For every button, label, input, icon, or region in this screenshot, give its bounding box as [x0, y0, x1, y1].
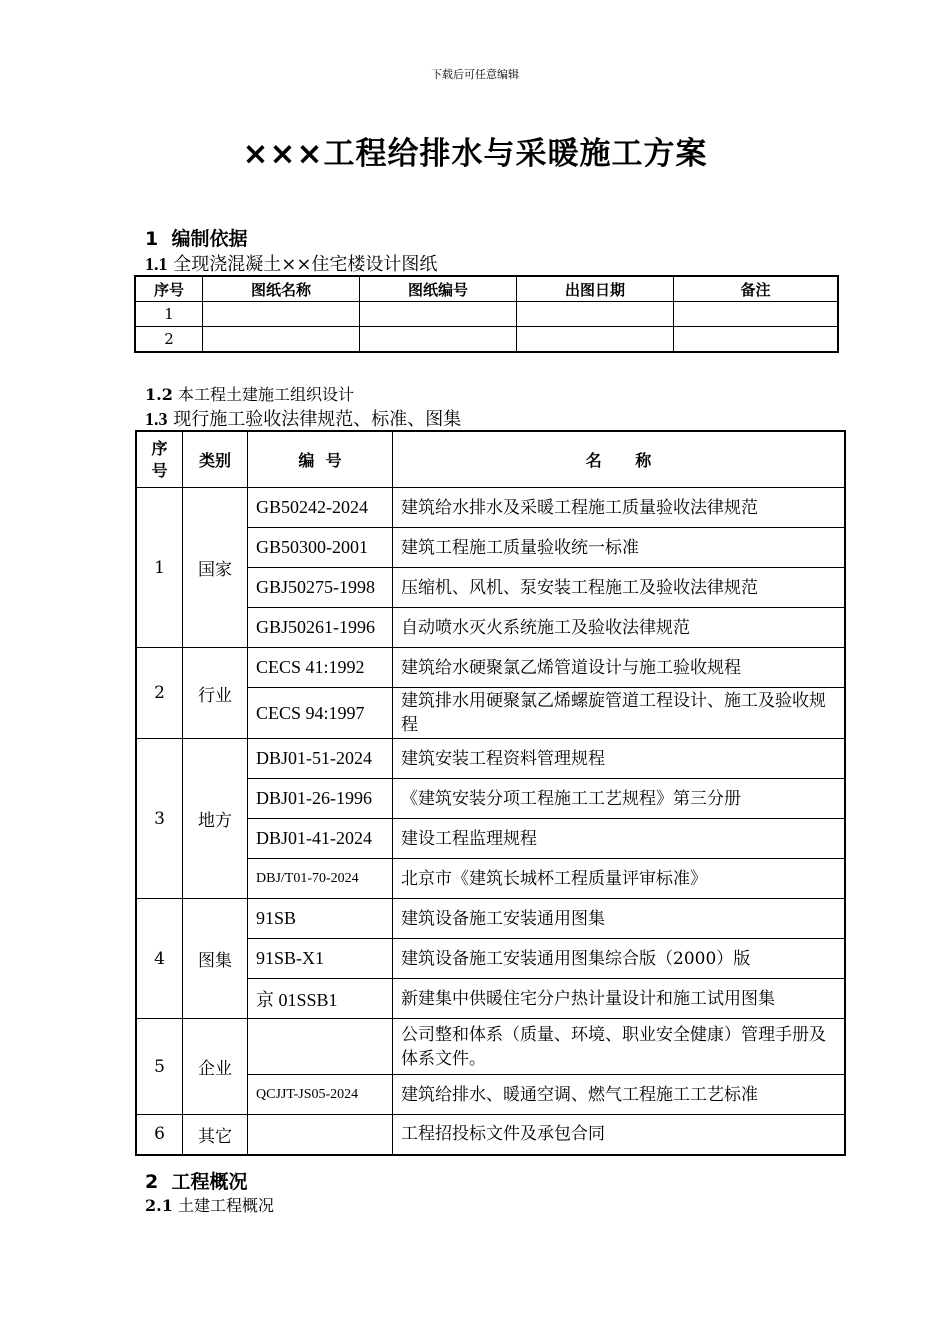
header-cell: 出图日期 [517, 276, 674, 302]
table-cell [203, 327, 360, 353]
table-header-row [135, 276, 838, 302]
drawings-table [134, 275, 839, 353]
header-cell: 图纸编号 [360, 276, 517, 302]
standard-code: 京 01SSB1 [248, 979, 393, 1019]
standard-code: DBJ01-41-2024 [248, 819, 393, 859]
group-number: 5 [136, 1019, 183, 1115]
table-cell [674, 302, 839, 327]
header-cell: 类别 [183, 431, 248, 488]
standard-code [248, 1019, 393, 1075]
section-number: 2.1 [145, 1196, 173, 1215]
section-title: 本工程土建施工组织设计 [177, 385, 354, 404]
section-title: 全现浇混凝土××住宅楼设计图纸 [173, 254, 438, 275]
group-number: 6 [136, 1115, 183, 1155]
standard-code: DBJ01-51-2024 [248, 739, 393, 779]
section-number: 2 [145, 1171, 159, 1193]
header-cell: 名 称 [393, 431, 846, 488]
standard-code: GBJ50275-1998 [248, 568, 393, 608]
table-cell [517, 327, 674, 353]
group-number: 2 [136, 648, 183, 739]
standard-name: 建筑设备施工安装通用图集综合版（2000）版 [393, 939, 846, 979]
standards-table [135, 430, 846, 1156]
standard-name: 北京市《建筑长城杯工程质量评审标准》 [393, 859, 846, 899]
table-cell [517, 302, 674, 327]
standard-code: CECS 94:1997 [248, 688, 393, 739]
table-cell [203, 302, 360, 327]
group-category: 其它 [183, 1115, 248, 1155]
section-1-2-heading [145, 382, 354, 405]
section-1-heading [145, 224, 247, 251]
section-title: 编制依据 [171, 228, 248, 250]
section-title: 工程概况 [171, 1171, 248, 1193]
group-category: 图集 [183, 899, 248, 1019]
standard-name: 建筑安装工程资料管理规程 [393, 739, 846, 779]
table-row [136, 488, 845, 528]
table-row [135, 327, 838, 353]
table-row [136, 1019, 845, 1075]
section-1-1-heading [145, 250, 437, 276]
section-number: 1.1 [145, 254, 168, 274]
section-title: 现行施工验收法律规范、标准、图集 [173, 409, 462, 430]
table-cell [360, 327, 517, 353]
table-cell: 1 [135, 302, 203, 327]
group-category: 企业 [183, 1019, 248, 1115]
standard-name: 建筑工程施工质量验收统一标准 [393, 528, 846, 568]
section-2-heading [145, 1167, 247, 1194]
standard-name: 建筑给水硬聚氯乙烯管道设计与施工验收规程 [393, 648, 846, 688]
standard-code: 91SB [248, 899, 393, 939]
table-cell [674, 327, 839, 353]
group-category: 地方 [183, 739, 248, 899]
table-row [136, 739, 845, 779]
section-number: 1.2 [145, 385, 173, 404]
standard-code: DBJ/T01-70-2024 [248, 859, 393, 899]
table-cell: 2 [135, 327, 203, 353]
table-header-row [136, 431, 845, 488]
standard-name: 建筑给水排水及采暖工程施工质量验收法律规范 [393, 488, 846, 528]
standard-code: 91SB-X1 [248, 939, 393, 979]
header-cell: 序 号 [136, 431, 183, 488]
section-1-3-heading [145, 405, 461, 431]
group-number: 3 [136, 739, 183, 899]
standard-name: 工程招投标文件及承包合同 [393, 1115, 846, 1155]
group-category: 国家 [183, 488, 248, 648]
section-number: 1 [145, 228, 159, 250]
standard-name: 建筑给排水、暖通空调、燃气工程施工工艺标准 [393, 1075, 846, 1115]
standard-name: 压缩机、风机、泵安装工程施工及验收法律规范 [393, 568, 846, 608]
standard-name: 建设工程监理规程 [393, 819, 846, 859]
standard-code: CECS 41:1992 [248, 648, 393, 688]
standard-name: 新建集中供暖住宅分户热计量设计和施工试用图集 [393, 979, 846, 1019]
group-number: 1 [136, 488, 183, 648]
header-note: 下载后可任意编辑 [431, 68, 519, 81]
table-cell [360, 302, 517, 327]
standard-name: 《建筑安装分项工程施工工艺规程》第三分册 [393, 779, 846, 819]
section-2-1-heading [145, 1193, 274, 1216]
standard-code: DBJ01-26-1996 [248, 779, 393, 819]
standard-code: GB50242-2024 [248, 488, 393, 528]
standard-code: GBJ50261-1996 [248, 608, 393, 648]
table-row [136, 648, 845, 688]
header-cell: 备注 [674, 276, 839, 302]
standard-code: QCJJT-JS05-2024 [248, 1075, 393, 1115]
document-title: ×××工程给排水与采暖施工方案 [242, 136, 708, 172]
standard-name: 建筑排水用硬聚氯乙烯螺旋管道工程设计、施工及验收规程 [393, 688, 846, 739]
table-row [135, 302, 838, 327]
table-row [136, 1115, 845, 1155]
group-number: 4 [136, 899, 183, 1019]
header-cell: 序号 [135, 276, 203, 302]
standard-code [248, 1115, 393, 1155]
header-cell: 编 号 [248, 431, 393, 488]
section-number: 1.3 [145, 409, 168, 429]
group-category: 行业 [183, 648, 248, 739]
standard-name: 自动喷水灭火系统施工及验收法律规范 [393, 608, 846, 648]
standard-code: GB50300-2001 [248, 528, 393, 568]
table-row [136, 899, 845, 939]
header-cell: 图纸名称 [203, 276, 360, 302]
standard-name: 建筑设备施工安装通用图集 [393, 899, 846, 939]
section-title: 土建工程概况 [177, 1196, 274, 1215]
standard-name: 公司整和体系（质量、环境、职业安全健康）管理手册及体系文件。 [393, 1019, 846, 1075]
